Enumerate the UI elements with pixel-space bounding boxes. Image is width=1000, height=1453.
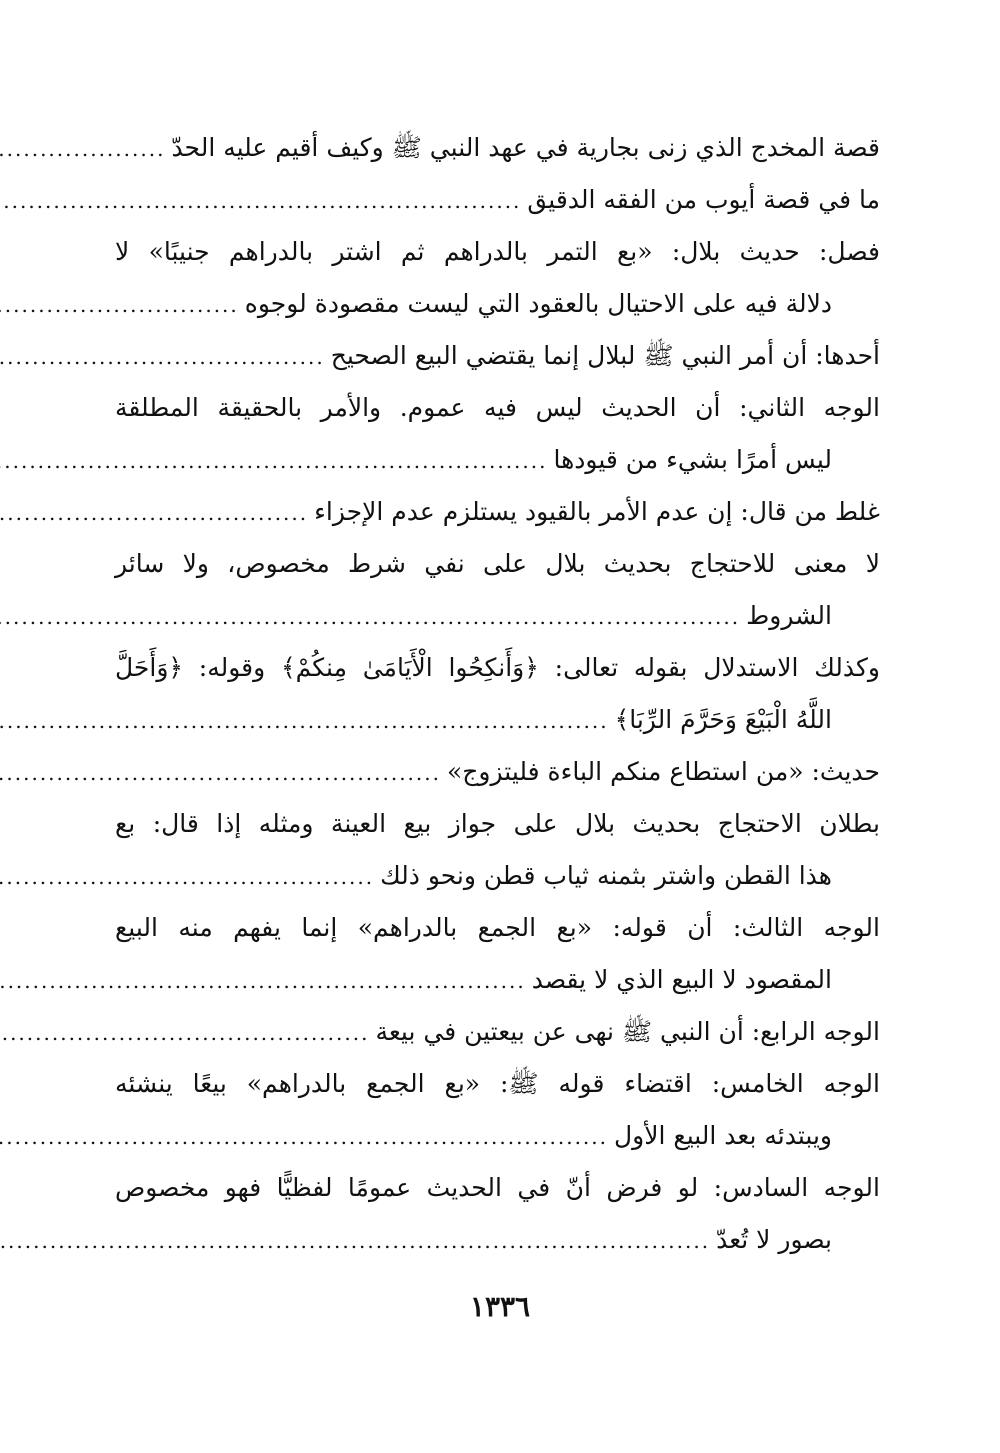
dot-leader bbox=[0, 331, 325, 383]
toc-entry bbox=[115, 486, 880, 538]
toc-entry bbox=[115, 1058, 880, 1110]
toc-entry bbox=[115, 330, 880, 382]
toc-entry-title: الوجه الرابع: أن النبي ﷺ نهى عن بيعتين في بيعة bbox=[375, 1017, 880, 1046]
toc-entry-title: ليس أمرًا بشيء من قيودها bbox=[553, 445, 832, 474]
dot-leader bbox=[0, 591, 740, 643]
toc-entry-title: بصور لا تُعدّ bbox=[716, 1225, 832, 1254]
dot-leader bbox=[0, 955, 526, 1007]
dot-leader bbox=[0, 175, 521, 227]
toc-entry-continuation bbox=[115, 954, 880, 1006]
toc-entry-title: الوجه الثاني: أن الحديث ليس فيه عموم. والأمر بالحقيقة المطلقة bbox=[115, 393, 880, 422]
toc-entry bbox=[115, 746, 880, 798]
toc-entry-title: بطلان الاحتجاج بحديث بلال على جواز بيع العينة ومثله إذا قال: بع bbox=[115, 809, 880, 838]
toc-entry-continuation bbox=[115, 694, 880, 746]
toc-entry-title: الوجه السادس: لو فرض أنّ في الحديث عمومًا لفظيًّا فهو مخصوص bbox=[115, 1173, 880, 1202]
toc-entry bbox=[115, 226, 880, 278]
toc-entry bbox=[115, 798, 880, 850]
toc-entry-title: لا معنى للاحتجاج بحديث بلال على نفي شرط مخصوص، ولا سائر bbox=[115, 549, 880, 578]
toc-entry-continuation bbox=[115, 278, 880, 330]
page-number: ١٣٣٦ bbox=[469, 1290, 531, 1323]
dot-leader bbox=[0, 747, 441, 799]
dot-leader bbox=[0, 1111, 608, 1163]
toc-entry-title: الشروط bbox=[746, 601, 832, 630]
toc-entry bbox=[115, 1006, 880, 1058]
toc-entry-title: المقصود لا البيع الذي لا يقصد bbox=[531, 965, 832, 994]
dot-leader bbox=[0, 435, 547, 487]
dot-leader bbox=[0, 487, 308, 539]
toc-entry-title: اللَّهُ الْبَيْعَ وَحَرَّمَ الرِّبَا﴾ bbox=[614, 705, 832, 734]
toc-entry-title: هذا القطن واشتر بثمنه ثياب قطن ونحو ذلك bbox=[380, 861, 832, 890]
toc-entry-title: الوجه الثالث: أن قوله: «بع الجمع بالدراهم» إنما يفهم منه البيع bbox=[115, 913, 880, 942]
dot-leader bbox=[0, 1215, 710, 1267]
dot-leader bbox=[0, 123, 165, 175]
dot-leader bbox=[0, 279, 239, 331]
toc-entry bbox=[115, 642, 880, 694]
toc-entry-continuation bbox=[115, 434, 880, 486]
dot-leader bbox=[0, 1007, 369, 1059]
toc-entry bbox=[115, 1162, 880, 1214]
toc-entry-continuation bbox=[115, 590, 880, 642]
toc-entry-title: أحدها: أن أمر النبي ﷺ لبلال إنما يقتضي البيع الصحيح bbox=[330, 341, 880, 370]
table-of-contents bbox=[115, 122, 880, 1266]
toc-entry-continuation bbox=[115, 850, 880, 902]
toc-entry-continuation bbox=[115, 1214, 880, 1266]
toc-entry bbox=[115, 122, 880, 174]
toc-entry bbox=[115, 538, 880, 590]
toc-entry-title: الوجه الخامس: اقتضاء قوله ﷺ: «بع الجمع بالدراهم» بيعًا ينشئه bbox=[115, 1069, 880, 1098]
toc-entry-title: دلالة فيه على الاحتيال بالعقود التي ليست مقصودة لوجوه bbox=[244, 289, 832, 318]
toc-entry-title: ما في قصة أيوب من الفقه الدقيق bbox=[527, 185, 880, 214]
toc-entry bbox=[115, 382, 880, 434]
toc-entry-title: قصة المخدج الذي زنى بجارية في عهد النبي ﷺ وكيف أقيم عليه الحدّ bbox=[171, 133, 880, 162]
toc-entry-title: فصل: حديث بلال: «بع التمر بالدراهم ثم اشتر بالدراهم جنيبًا» لا bbox=[115, 237, 880, 266]
toc-entry bbox=[115, 174, 880, 226]
dot-leader bbox=[0, 851, 374, 903]
toc-entry-title: ويبتدئه بعد البيع الأول bbox=[614, 1121, 832, 1150]
dot-leader bbox=[0, 695, 609, 747]
toc-entry-continuation bbox=[115, 1110, 880, 1162]
toc-entry-title: غلط من قال: إن عدم الأمر بالقيود يستلزم عدم الإجزاء bbox=[314, 497, 880, 526]
toc-entry-title: حديث: «من استطاع منكم الباءة فليتزوج» bbox=[446, 757, 880, 786]
toc-entry-title: وكذلك الاستدلال بقوله تعالى: ﴿وَأَنكِحُوا الْأَيَامَىٰ مِنكُمْ﴾ وقوله: ﴿وَأَحَلَّ bbox=[115, 653, 880, 682]
toc-entry bbox=[115, 902, 880, 954]
